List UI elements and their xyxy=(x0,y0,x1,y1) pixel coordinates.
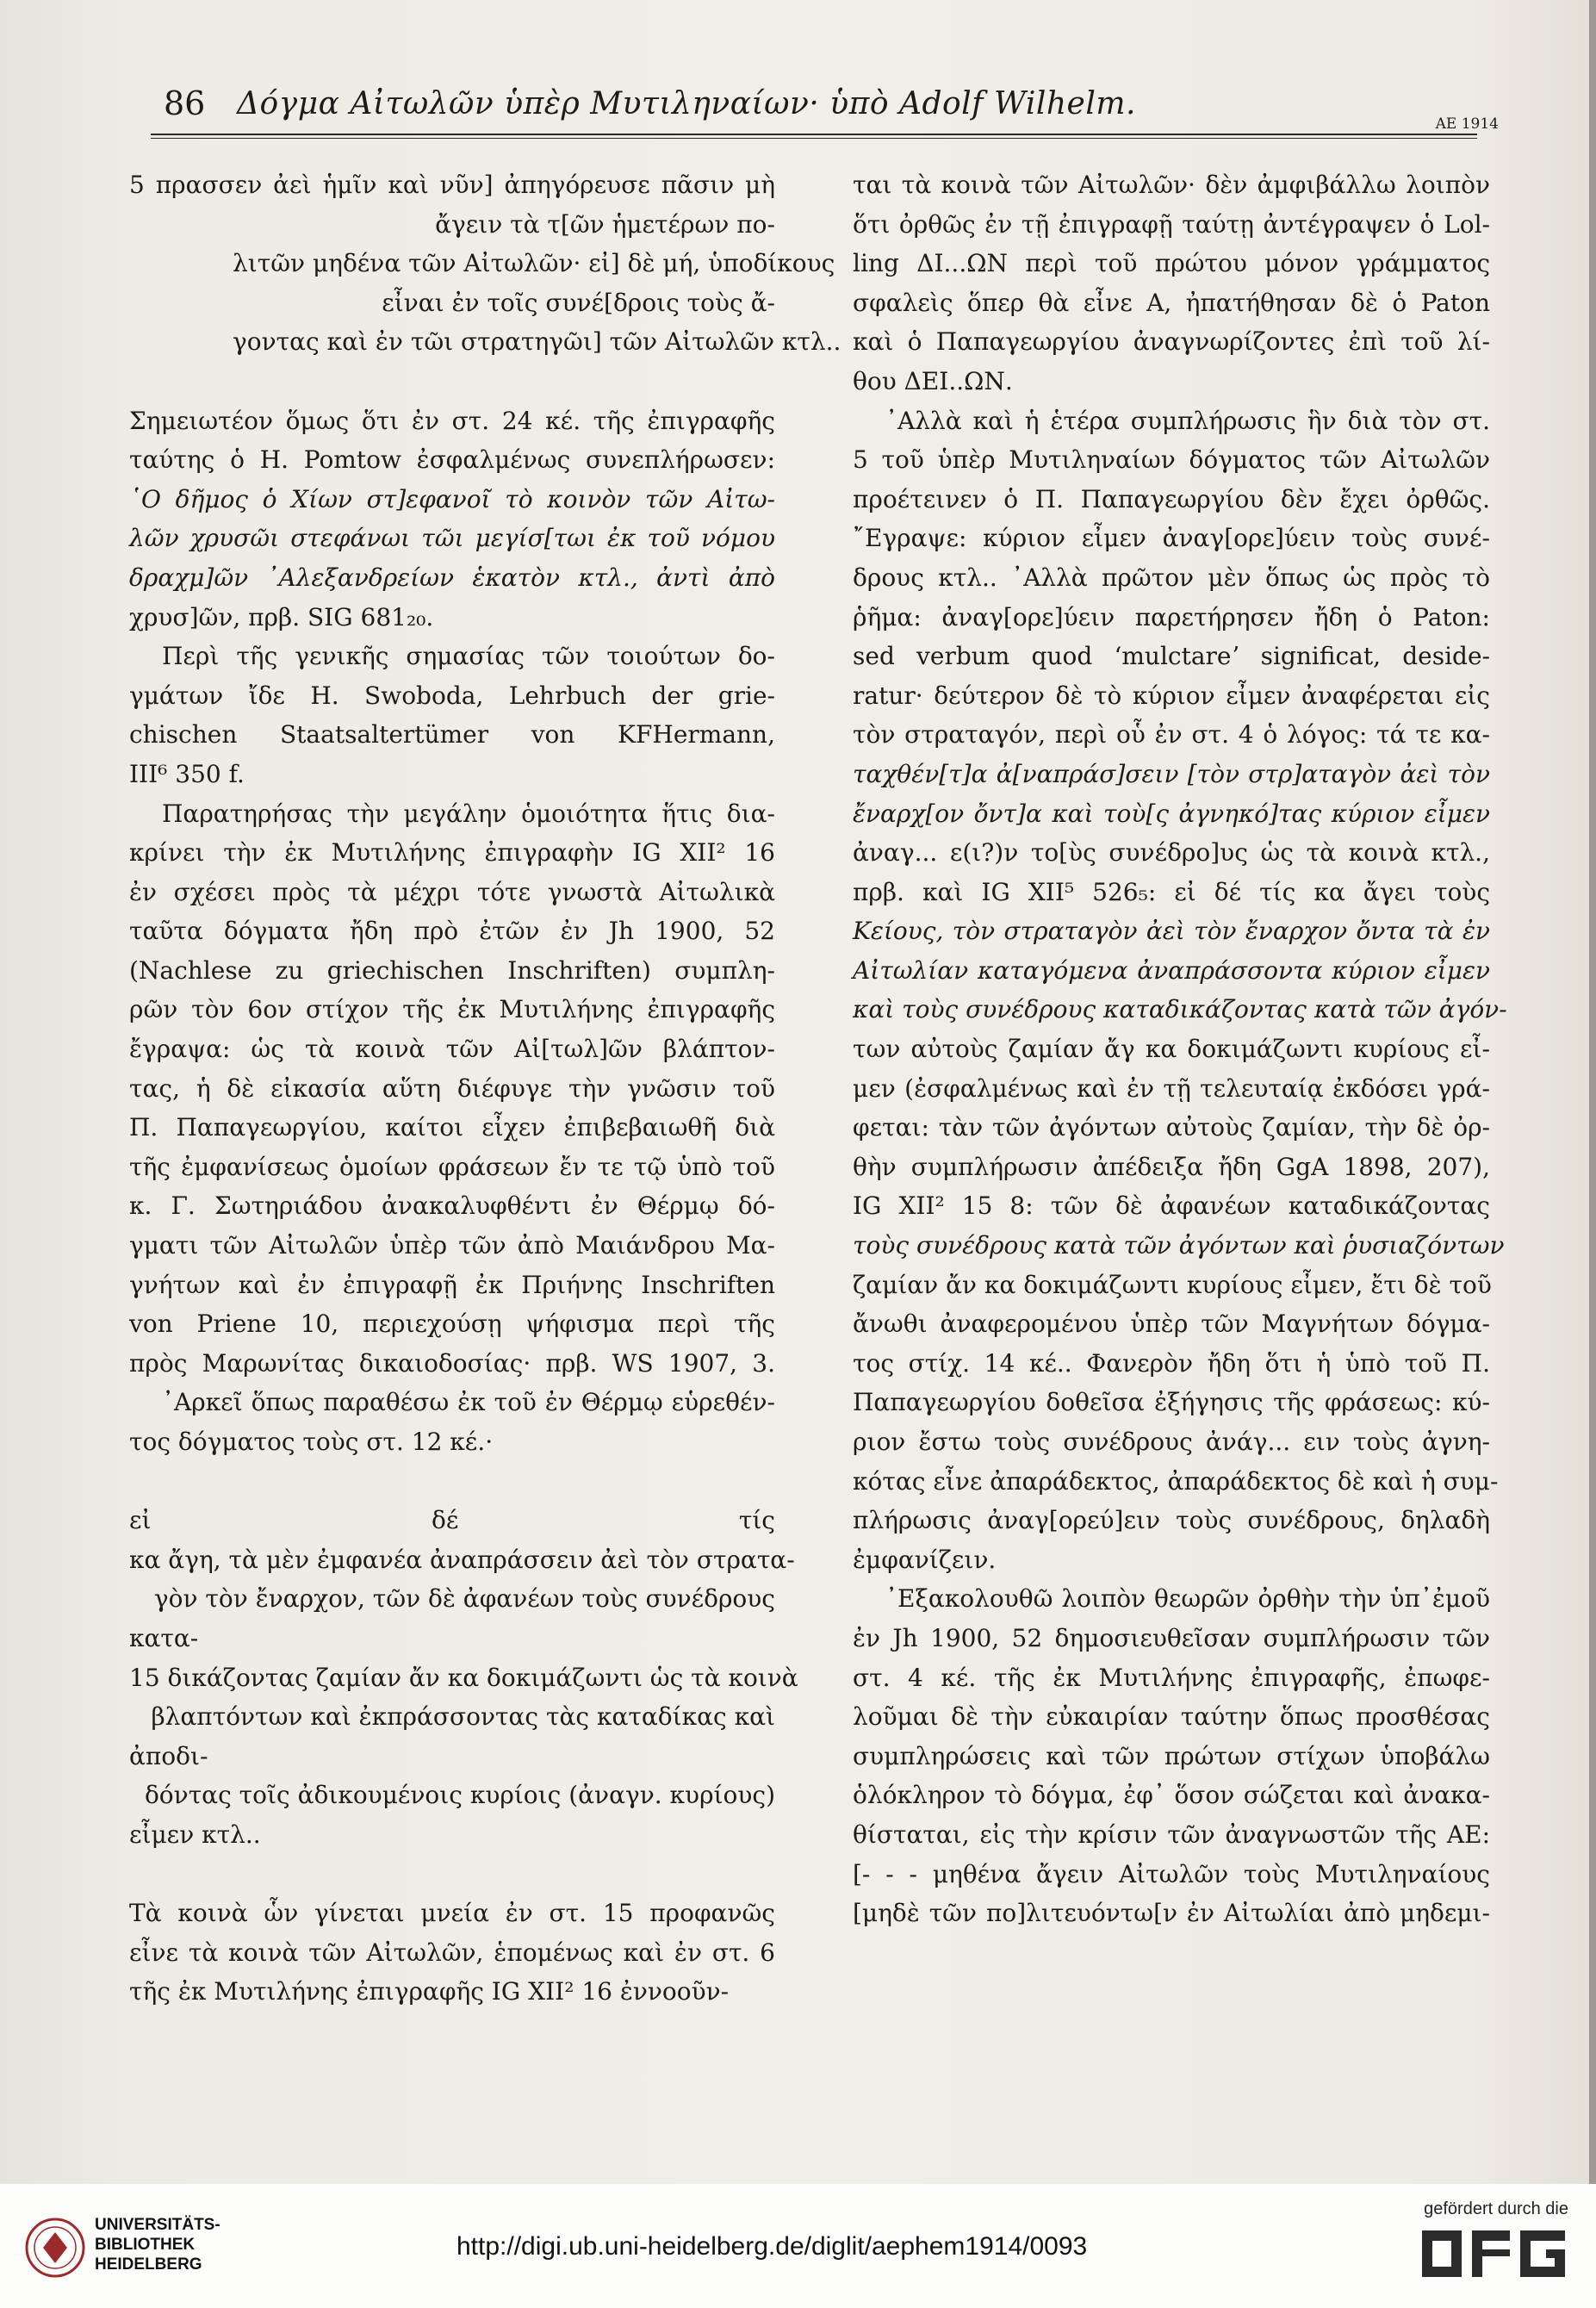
text-line: χρυσ]ῶν, πρβ. SIG 681₂₀. xyxy=(129,602,434,631)
text-line: ᾿Εξακολουθῶ λοιπὸν θεωρῶν ὀρθὴν τὴν ὑπ᾿ἐμοῦ xyxy=(885,1584,1490,1614)
text-line: ἀναγ... ε(ι?)ν το[ὺς συνέδρο]υς ὡς τὰ κοινὰ κτλ., xyxy=(853,838,1490,868)
text-line: ταύτης ὁ H. Pomtow ἐσφαλμένως συνεπλήρωσεν: xyxy=(129,445,775,475)
institution-name xyxy=(95,2215,220,2274)
text-line: φεται: τὰν τῶν ἀγόντων αὐτοὺς ζαμίαν, τὴν δὲ ὀρ- xyxy=(853,1113,1490,1142)
text-line: ται τὰ κοινὰ τῶν Αἰτωλῶν· δὲν ἀμφιβάλλω λοιπὸν xyxy=(853,171,1490,199)
text-line: ἄνωθι ἀναφερομένου ὑπὲρ τῶν Μαγνήτων δόγμα- xyxy=(853,1310,1490,1339)
text-line: ριον ἔστω τοὺς συνέδρους ἀνάγ... ειν τοὺς ἀγνη- xyxy=(853,1428,1490,1456)
text-line: ζαμίαν ἄν κα δοκιμάζωντι κυρίους εἶμεν, ἔτι δὲ τοῦ xyxy=(853,1270,1492,1299)
text-line: τῆς ἐκ Μυτιλήνης ἐπιγραφῆς IG XII² 16 ἐννοοῦν- xyxy=(129,1977,730,2006)
text-line: ὁλόκληρον τὸ δόγμα, ἐφ᾿ ὅσον σώζεται καὶ ἀνακα- xyxy=(853,1781,1490,1810)
text-line: Π. Παπαγεωργίου, καίτοι εἶχεν ἐπιβεβαιωθῆ διὰ xyxy=(129,1113,775,1142)
text-line: κα ἄγη, τὰ μὲν ἐμφανέα ἀναπράσσειν ἀεὶ τὸν στρατα- xyxy=(129,1545,795,1574)
text-line: εἶνε τὰ κοινὰ τῶν Αἰτωλῶν, ἑπομένως καὶ ἐν στ. 6 xyxy=(129,1938,775,1967)
text-line: IG XII² 15 8: τῶν δὲ ἀφανέων καταδικάζοντας xyxy=(853,1191,1490,1221)
text-line: λιτῶν μηδένα τῶν Αἰτωλῶν· εἰ] δὲ μή, ὑποδίκους xyxy=(233,249,835,278)
running-header xyxy=(146,83,1499,134)
institution-line: UNIVERSITÄTS- xyxy=(95,2216,220,2234)
institution-line: HEIDELBERG xyxy=(95,2255,202,2274)
text-line: Τὰ κοινὰ ὧν γίνεται μνεία ἐν στ. 15 προφανῶς xyxy=(129,1899,775,1928)
text-line: λῶν χρυσῶι στεφάνωι τῶι μεγίσ[τωι ἐκ τοῦ νόμου xyxy=(129,524,775,553)
text-line: ratur· δεύτερον δὲ τὸ κύριον εἶμεν ἀναφέρεται εἰς xyxy=(853,681,1490,710)
text-line xyxy=(129,1855,775,1894)
text-line: εἶναι ἐν τοῖς συνέ[δροις τοὺς ἄ- xyxy=(382,288,775,317)
text-line: ἄγειν τὰ τ[ῶν ἡμετέρων πο- xyxy=(435,209,775,239)
text-line: 5 τοῦ ὑπὲρ Μυτιληναίων δόγματος τῶν Αἰτωλῶν xyxy=(853,445,1490,475)
text-line: γνήτων καὶ ἐν ἐπιγραφῇ ἐκ Πριήνης Inschriften xyxy=(129,1270,775,1299)
running-title: Δόγμα Αἰτωλῶν ὑπὲρ Μυτιληναίων· ὑπὸ Adolf Wilhelm. xyxy=(237,86,1136,121)
text-line: δραχμ]ῶν ᾿Αλεξανδρείων ἑκατὸν κτλ., ἀντὶ ἀπὸ xyxy=(129,563,775,592)
text-line: σφαλεὶς ὅπερ θὰ εἶνε Α, ἠπατήθησαν δὲ ὁ Paton xyxy=(853,288,1490,317)
text-line: [- - - μηθένα ἄγειν Αἰτωλῶν τοὺς Μυτιληναίους xyxy=(853,1859,1490,1888)
text-line: (Nachlese zu griechischen Inschriften) συμπλη- xyxy=(129,955,775,985)
text-line: γὸν τὸν ἔναρχον, τῶν δὲ ἀφανέων τοὺς συνέδρους xyxy=(153,1584,775,1614)
text-line: εἰ δέ τίς xyxy=(129,1506,775,1535)
text-line: ling ΔΙ...ΩΝ περὶ τοῦ πρώτου μόνον γράμματος xyxy=(853,249,1490,278)
page-edge-shadow xyxy=(1589,0,1596,2184)
text-line: III⁶ 350 f. xyxy=(129,759,245,788)
text-line: ᾿Αλλὰ καὶ ἡ ἑτέρα συμπλήρωσις ἣν διὰ τὸν στ. xyxy=(885,406,1490,435)
text-line: κατα- xyxy=(129,1623,199,1652)
text-line: ῥῆμα: ἀναγ[ορε]ύειν παρετήρησεν ἤδη ὁ Paton: xyxy=(853,602,1490,631)
institution-line: BIBLIOTHEK xyxy=(95,2236,196,2254)
text-line: ἐν σχέσει πρὸς τὰ μέχρι τότε γνωστὰ Αἰτωλικὰ xyxy=(129,877,775,906)
text-line: [μηδὲ τῶν πο]λιτευόντω[ν ἐν Αἰτωλίαι ἀπὸ μηδεμι- xyxy=(853,1899,1490,1928)
text-line: Παπαγεωργίου δοθεῖσα ἐξήγησις τῆς φράσεως: κύ- xyxy=(853,1388,1490,1417)
text-line: τος δόγματος τοὺς στ. 12 κέ.· xyxy=(129,1428,494,1456)
text-line: τας, ἡ δὲ εἰκασία αὕτη διέφυγε τὴν γνῶσιν τοῦ xyxy=(129,1073,775,1103)
text-line: προέτεινεν ὁ Π. Παπαγεωργίου δὲν ἔχει ὀρθῶς. xyxy=(853,484,1490,513)
text-line: γματι τῶν Αἰτωλῶν ὑπὲρ τῶν ἀπὸ Μαιάνδρου Μα- xyxy=(129,1231,775,1260)
text-line: των αὐτοὺς ζαμίαν ἄγ κα δοκιμάζωντι κυρίους εἶ- xyxy=(853,1035,1490,1064)
text-line: Αἰτωλίαν καταγόμενα ἀναπράσσοντα κύριον εἶμεν xyxy=(853,955,1490,985)
permalink-url[interactable]: http://digi.ub.uni-heidelberg.de/diglit/aephem1914/0093 xyxy=(456,2232,1088,2261)
text-line: 5 πρασσεν ἀεὶ ἡμῖν καὶ νῦν] ἀπηγόρευσε πᾶσιν μὴ xyxy=(129,171,775,199)
text-line: εἶμεν κτλ.. xyxy=(129,1820,261,1849)
text-line: ἐν Jh 1900, 52 δημοσιευθεῖσαν συμπλήρωσιν τῶν xyxy=(853,1623,1490,1652)
text-line: θὴν συμπλήρωσιν ἀπέδειξα ἤδη GgA 1898, 207), xyxy=(853,1152,1490,1181)
dfg-logo xyxy=(1420,2227,1568,2280)
text-line: κότας εἶνε ἀπαράδεκτος, ἀπαράδεκτος δὲ καὶ ἡ συμ- xyxy=(853,1466,1499,1496)
text-line: ἀποδι- xyxy=(129,1741,208,1770)
text-line xyxy=(129,1462,775,1502)
text-line: γμάτων ἴδε H. Swoboda, Lehrbuch der grie- xyxy=(129,681,775,710)
text-line: γοντας καὶ ἐν τῶι στρατηγῶι] τῶν Αἰτωλῶν κτλ.. xyxy=(233,327,841,357)
text-line: συμπληρώσεις καὶ τῶν πρώτων στίχων ὑποβάλω xyxy=(853,1741,1490,1770)
text-line: von Priene 10, περιεχούσῃ ψήφισμα περὶ τῆς xyxy=(129,1310,775,1339)
text-line: τῆς ἐμφανίσεως ὁμοίων φράσεων ἔν τε τῷ ὑπὸ τοῦ xyxy=(129,1152,775,1181)
text-line: κρίνει τὴν ἐκ Μυτιλήνης ἐπιγραφὴν IG XII² 16 xyxy=(129,838,775,868)
text-line: πλήρωσις ἀναγ[ορεύ]ειν τοὺς συνέδρους, δηλαδὴ xyxy=(853,1506,1490,1535)
text-line: ῎Εγραψε: κύριον εἶμεν ἀναγ[ορε]ύειν τοὺς συνέ- xyxy=(853,524,1490,553)
text-line: τος στίχ. 14 κέ.. Φανερὸν ἤδη ὅτι ἡ ὑπὸ τοῦ Π. xyxy=(853,1348,1490,1378)
text-line: Κείους, τὸν στραταγὸν ἀεὶ τὸν ἔναρχον ὄντα τὰ ἐν xyxy=(853,917,1490,946)
text-line: δόντας τοῖς ἀδικουμένοις κυρίοις (ἀναγν. κυρίους) xyxy=(144,1781,775,1810)
digitization-footer xyxy=(0,2184,1596,2308)
text-line: ἔναρχ[ον ὄντ]α καὶ τοὺ[ς ἀγνηκό]τας κύριον εἶμεν xyxy=(853,799,1490,828)
text-line: Σημειωτέον ὅμως ὅτι ἐν στ. 24 κέ. τῆς ἐπιγραφῆς xyxy=(129,406,775,435)
text-line: ἔγραψα: ὡς τὰ κοινὰ τῶν Αἰ[τωλ]ῶν βλάπτον- xyxy=(129,1035,775,1064)
text-line: ὅτι ὀρθῶς ἐν τῇ ἐπιγραφῇ ταύτῃ ἀντέγραψεν ὁ Lol- xyxy=(853,209,1490,239)
text-line: ρῶν τὸν 6ον στίχον τῆς ἐκ Μυτιλήνης ἐπιγραφῆς xyxy=(129,995,775,1024)
text-line: ῾Ο δῆμος ὁ Χίων στ]εφανοῖ τὸ κοινὸν τῶν Αἰτω- xyxy=(129,484,775,513)
text-line: βλαπτόντων καὶ ἐκπράσσοντας τὰς καταδίκας καὶ xyxy=(151,1702,775,1732)
text-line: καὶ ὁ Παπαγεωργίου ἀναγνωρίζοντες ἐπὶ τοῦ λί- xyxy=(853,327,1490,357)
text-line: sed verbum quod ʻmulctareʼ significat, deside- xyxy=(853,642,1490,671)
text-line: θίσταται, εἰς τὴν κρίσιν τῶν ἀναγνωστῶν τῆς ΑΕ: xyxy=(853,1820,1490,1849)
text-line: ταχθέν[τ]α ἀ[ναπράσ]σειν [τὸν στρ]αταγὸν ἀεὶ τὸν xyxy=(853,759,1490,788)
text-line: chischen Staatsaltertümer von KFHermann, xyxy=(129,720,775,750)
header-rule-thin xyxy=(151,138,1477,139)
text-line: πρβ. καὶ IG XII⁵ 526₅: εἰ δέ τίς κα ἄγει τοὺς xyxy=(853,877,1490,906)
text-line: ταῦτα δόγματα ἤδη πρὸ ἐτῶν ἐν Jh 1900, 52 xyxy=(129,917,775,946)
text-line: κ. Γ. Σωτηριάδου ἀνακαλυφθέντι ἐν Θέρμῳ δό- xyxy=(129,1191,775,1221)
journal-tag: ΑΕ 1914 xyxy=(1435,115,1499,133)
text-line: δρους κτλ.. ᾿Αλλὰ πρῶτον μὲν ὅπως ὡς πρὸς τὸ xyxy=(853,563,1490,592)
text-line: μεν (ἐσφαλμένως καὶ ἐν τῇ τελευταίᾳ ἐκδόσει γρά- xyxy=(853,1073,1490,1103)
text-line: θου ΔΕΙ..ΩΝ. xyxy=(853,366,1013,395)
text-line: τοὺς συνέδρους κατὰ τῶν ἀγόντων καὶ ῥυσιαζόντων xyxy=(853,1231,1505,1260)
header-rule xyxy=(151,134,1477,135)
left-column xyxy=(129,165,841,2012)
text-line: λοῦμαι δὲ τὴν εὐκαιρίαν ταύτην ὅπως προσθέσας xyxy=(853,1702,1490,1732)
text-line: Παρατηρήσας τὴν μεγάλην ὁμοιότητα ἥτις δια- xyxy=(162,799,775,828)
text-line: ἐμφανίζειν. xyxy=(853,1545,997,1574)
funder-caption: gefördert durch die xyxy=(1424,2199,1568,2218)
text-line: ᾿Αρκεῖ ὅπως παραθέσω ἐκ τοῦ ἐν Θέρμῳ εὑρεθέν- xyxy=(162,1388,775,1417)
text-line: Περὶ τῆς γενικῆς σημασίας τῶν τοιούτων δο- xyxy=(162,642,775,671)
text-line: στ. 4 κέ. τῆς ἐκ Μυτιλήνης ἐπιγραφῆς, ἐπωφε- xyxy=(853,1663,1490,1692)
text-line: καὶ τοὺς συνέδρους καταδικάζοντας κατὰ τῶν ἀγόν- xyxy=(853,995,1507,1024)
text-line: τὸν στραταγόν, περὶ οὗ ἐν στ. 4 ὁ λόγος: τά τε κα- xyxy=(853,720,1490,750)
text-line: πρὸς Μαρωνίτας δικαιοδοσίας· πρβ. WS 1907, 3. xyxy=(129,1348,775,1378)
text-line: 15 δικάζοντας ζαμίαν ἄν κα δοκιμάζωντι ὡς τὰ κοινὰ xyxy=(129,1663,798,1692)
university-seal-icon xyxy=(24,2217,86,2279)
right-column xyxy=(853,165,1507,1933)
text-line xyxy=(129,362,775,401)
page-number: 86 xyxy=(164,84,206,122)
